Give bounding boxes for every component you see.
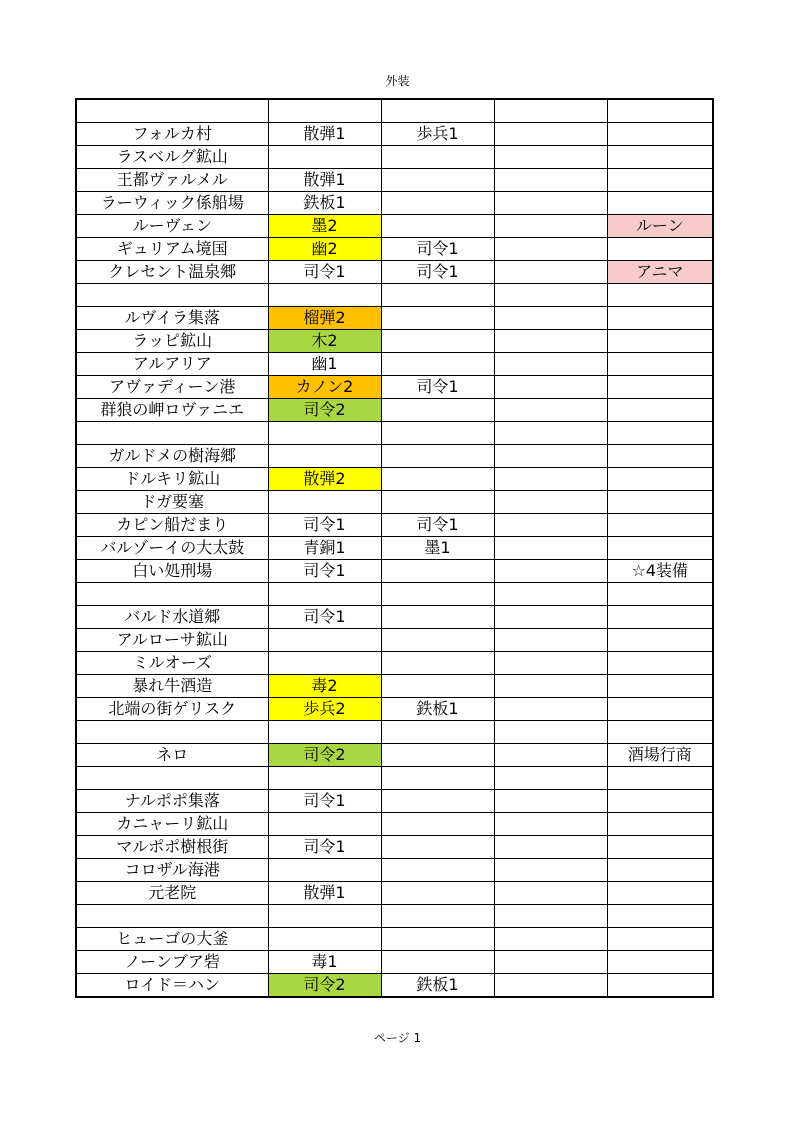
item-cell: 司令1 — [268, 836, 381, 859]
item-cell: 司令1 — [268, 261, 381, 284]
table-row — [76, 491, 713, 514]
location-name-cell: ルーヴェン — [76, 215, 268, 238]
item-cell — [494, 698, 607, 721]
item-cell — [268, 583, 381, 606]
item-cell: 司令1 — [381, 376, 494, 399]
item-cell: 司令2 — [268, 744, 381, 767]
item-cell — [381, 192, 494, 215]
item-cell — [381, 284, 494, 307]
table-row — [76, 99, 713, 123]
table-row — [76, 468, 713, 491]
item-cell — [494, 629, 607, 652]
item-cell — [381, 721, 494, 744]
item-cell: 墨1 — [381, 537, 494, 560]
item-cell — [607, 169, 713, 192]
item-cell — [607, 514, 713, 537]
table-row — [76, 353, 713, 376]
location-name-cell: ドガ要塞 — [76, 491, 268, 514]
item-cell — [607, 790, 713, 813]
location-name-cell: アヴァディーン港 — [76, 376, 268, 399]
item-cell — [381, 905, 494, 928]
item-cell: カノン2 — [268, 376, 381, 399]
item-cell — [607, 859, 713, 882]
item-cell — [494, 859, 607, 882]
item-cell: 散弾1 — [268, 882, 381, 905]
table-row — [76, 330, 713, 353]
location-name-cell: 白い処刑場 — [76, 560, 268, 583]
item-cell: 鉄板1 — [381, 698, 494, 721]
item-cell — [607, 652, 713, 675]
location-name-cell: ルヴイラ集落 — [76, 307, 268, 330]
table-row — [76, 560, 713, 583]
item-cell — [607, 192, 713, 215]
item-cell: 司令1 — [268, 790, 381, 813]
item-cell — [494, 146, 607, 169]
item-cell: 榴弾2 — [268, 307, 381, 330]
item-cell — [494, 307, 607, 330]
item-cell — [381, 652, 494, 675]
location-name-cell: ラーウィック係船場 — [76, 192, 268, 215]
item-cell — [494, 951, 607, 974]
location-name-cell: ナルポポ集落 — [76, 790, 268, 813]
item-cell: 司令1 — [268, 606, 381, 629]
item-cell — [607, 468, 713, 491]
table-row — [76, 583, 713, 606]
table-row — [76, 836, 713, 859]
item-cell: 毒2 — [268, 675, 381, 698]
location-name-cell — [76, 721, 268, 744]
item-cell: 青銅1 — [268, 537, 381, 560]
location-name-cell: ノーンブア砦 — [76, 951, 268, 974]
item-cell — [607, 238, 713, 261]
item-cell — [494, 721, 607, 744]
item-cell: 鉄板1 — [381, 974, 494, 998]
item-cell — [607, 399, 713, 422]
item-cell — [494, 928, 607, 951]
item-cell — [607, 353, 713, 376]
item-cell — [494, 537, 607, 560]
item-cell — [494, 905, 607, 928]
item-cell — [607, 928, 713, 951]
item-cell — [381, 99, 494, 123]
item-cell: 歩兵1 — [381, 123, 494, 146]
item-cell — [381, 928, 494, 951]
table-row — [76, 261, 713, 284]
location-name-cell: バルド水道郷 — [76, 606, 268, 629]
location-name-cell: 北端の街ゲリスク — [76, 698, 268, 721]
item-cell — [494, 445, 607, 468]
item-cell — [381, 744, 494, 767]
item-cell — [381, 790, 494, 813]
item-cell — [494, 422, 607, 445]
item-cell — [381, 560, 494, 583]
table-row — [76, 905, 713, 928]
item-cell — [607, 376, 713, 399]
item-cell — [494, 99, 607, 123]
item-cell — [494, 606, 607, 629]
table-row — [76, 859, 713, 882]
item-cell — [494, 675, 607, 698]
location-name-cell: 元老院 — [76, 882, 268, 905]
item-cell — [268, 905, 381, 928]
item-cell — [268, 859, 381, 882]
item-cell — [268, 491, 381, 514]
table-row — [76, 813, 713, 836]
table-row — [76, 307, 713, 330]
item-cell — [268, 422, 381, 445]
item-cell — [381, 767, 494, 790]
table-row — [76, 514, 713, 537]
item-cell — [381, 468, 494, 491]
item-cell — [381, 169, 494, 192]
item-cell: 幽1 — [268, 353, 381, 376]
page-title: 外装 — [385, 74, 410, 88]
item-cell — [381, 882, 494, 905]
item-cell — [607, 422, 713, 445]
item-cell — [494, 836, 607, 859]
table-row — [76, 376, 713, 399]
item-cell — [494, 192, 607, 215]
item-cell — [494, 560, 607, 583]
location-name-cell: ミルオーズ — [76, 652, 268, 675]
location-name-cell: ラッピ鉱山 — [76, 330, 268, 353]
item-cell — [494, 790, 607, 813]
item-cell: 散弾2 — [268, 468, 381, 491]
item-cell — [494, 261, 607, 284]
location-name-cell — [76, 422, 268, 445]
item-cell: 司令1 — [381, 261, 494, 284]
item-cell — [381, 353, 494, 376]
location-name-cell: ギュリアム境国 — [76, 238, 268, 261]
item-cell: ☆4装備 — [607, 560, 713, 583]
item-cell: 幽2 — [268, 238, 381, 261]
spreadsheet-table — [75, 98, 714, 998]
table-row — [76, 928, 713, 951]
item-cell — [268, 445, 381, 468]
item-cell — [381, 813, 494, 836]
table-row — [76, 698, 713, 721]
item-cell — [381, 836, 494, 859]
location-name-cell: ネロ — [76, 744, 268, 767]
item-cell: 木2 — [268, 330, 381, 353]
location-name-cell: ガルドメの樹海郷 — [76, 445, 268, 468]
table-row — [76, 422, 713, 445]
item-cell — [494, 491, 607, 514]
item-cell — [494, 215, 607, 238]
item-cell — [381, 146, 494, 169]
item-cell — [494, 353, 607, 376]
item-cell — [607, 905, 713, 928]
item-cell — [494, 974, 607, 998]
table-row — [76, 652, 713, 675]
item-cell — [607, 629, 713, 652]
location-name-cell: ラスベルグ鉱山 — [76, 146, 268, 169]
location-name-cell: コロザル海港 — [76, 859, 268, 882]
item-cell — [381, 951, 494, 974]
location-name-cell: カピン船だまり — [76, 514, 268, 537]
item-cell: 散弾1 — [268, 169, 381, 192]
location-name-cell — [76, 905, 268, 928]
location-name-cell: ヒューゴの大釜 — [76, 928, 268, 951]
location-name-cell — [76, 99, 268, 123]
table-row — [76, 399, 713, 422]
location-name-cell — [76, 767, 268, 790]
item-cell: 墨2 — [268, 215, 381, 238]
item-cell: 司令1 — [268, 514, 381, 537]
item-cell — [607, 813, 713, 836]
table-row — [76, 537, 713, 560]
item-cell — [607, 698, 713, 721]
table-row — [76, 606, 713, 629]
location-name-cell: ドルキリ鉱山 — [76, 468, 268, 491]
table-row — [76, 629, 713, 652]
item-cell — [494, 583, 607, 606]
item-cell — [381, 330, 494, 353]
item-cell — [607, 123, 713, 146]
item-cell — [607, 537, 713, 560]
item-cell — [494, 330, 607, 353]
item-cell — [268, 652, 381, 675]
item-cell — [607, 491, 713, 514]
item-cell — [607, 445, 713, 468]
item-cell — [381, 215, 494, 238]
item-cell — [494, 238, 607, 261]
location-name-cell: アルローサ鉱山 — [76, 629, 268, 652]
item-cell — [607, 767, 713, 790]
item-cell: 毒1 — [268, 951, 381, 974]
item-cell — [268, 629, 381, 652]
item-cell: 司令2 — [268, 974, 381, 998]
item-cell — [607, 583, 713, 606]
item-cell: アニマ — [607, 261, 713, 284]
item-cell — [607, 974, 713, 998]
table-row — [76, 721, 713, 744]
location-name-cell: フォルカ村 — [76, 123, 268, 146]
item-cell — [494, 169, 607, 192]
item-cell — [607, 284, 713, 307]
location-name-cell: クレセント温泉郷 — [76, 261, 268, 284]
location-name-cell: バルゾーイの大太鼓 — [76, 537, 268, 560]
table-row — [76, 146, 713, 169]
item-cell — [494, 882, 607, 905]
item-cell: 散弾1 — [268, 123, 381, 146]
table-row — [76, 123, 713, 146]
table-row — [76, 675, 713, 698]
item-cell — [494, 652, 607, 675]
item-cell — [381, 399, 494, 422]
location-name-cell: ロイド＝ハン — [76, 974, 268, 998]
item-cell — [268, 99, 381, 123]
item-cell — [381, 422, 494, 445]
item-cell — [607, 951, 713, 974]
item-cell — [381, 307, 494, 330]
table-row — [76, 767, 713, 790]
location-name-cell: マルポポ樹根街 — [76, 836, 268, 859]
item-cell: 司令2 — [268, 399, 381, 422]
item-cell — [494, 376, 607, 399]
location-name-cell — [76, 583, 268, 606]
table-row — [76, 215, 713, 238]
location-name-cell: 群狼の岬ロヴァニエ — [76, 399, 268, 422]
item-cell — [381, 606, 494, 629]
item-cell: ルーン — [607, 215, 713, 238]
item-cell — [607, 307, 713, 330]
item-cell — [607, 675, 713, 698]
item-cell — [607, 836, 713, 859]
item-cell — [494, 767, 607, 790]
item-cell — [607, 330, 713, 353]
item-cell — [381, 675, 494, 698]
location-name-cell: カニャーリ鉱山 — [76, 813, 268, 836]
item-cell: 歩兵2 — [268, 698, 381, 721]
item-cell — [268, 767, 381, 790]
item-cell — [381, 445, 494, 468]
item-cell — [381, 491, 494, 514]
item-cell — [607, 882, 713, 905]
table-row — [76, 882, 713, 905]
table-row — [76, 744, 713, 767]
item-cell — [607, 721, 713, 744]
location-name-cell — [76, 284, 268, 307]
table-row — [76, 192, 713, 215]
table-row — [76, 951, 713, 974]
item-cell — [494, 284, 607, 307]
item-cell — [268, 928, 381, 951]
item-cell — [607, 606, 713, 629]
item-cell: 司令1 — [381, 514, 494, 537]
item-cell — [494, 468, 607, 491]
location-name-cell: 王都ヴァルメル — [76, 169, 268, 192]
item-cell — [268, 284, 381, 307]
item-cell: 司令1 — [268, 560, 381, 583]
location-name-cell: 暴れ牛酒造 — [76, 675, 268, 698]
item-cell — [381, 629, 494, 652]
location-name-cell: アルアリア — [76, 353, 268, 376]
item-cell — [494, 813, 607, 836]
item-cell: 鉄板1 — [268, 192, 381, 215]
item-cell: 司令1 — [381, 238, 494, 261]
item-cell — [268, 813, 381, 836]
table-row — [76, 238, 713, 261]
item-cell — [494, 514, 607, 537]
table-row — [76, 445, 713, 468]
page-footer: ページ 1 — [373, 1031, 422, 1045]
item-cell — [494, 123, 607, 146]
table-row — [76, 974, 713, 998]
item-cell — [268, 146, 381, 169]
item-cell: 酒場行商 — [607, 744, 713, 767]
item-cell — [494, 399, 607, 422]
table-row — [76, 169, 713, 192]
table-row — [76, 284, 713, 307]
item-cell — [607, 99, 713, 123]
item-cell — [381, 859, 494, 882]
table-body — [76, 99, 713, 997]
item-cell — [268, 721, 381, 744]
item-cell — [381, 583, 494, 606]
item-cell — [494, 744, 607, 767]
table-row — [76, 790, 713, 813]
item-cell — [607, 146, 713, 169]
